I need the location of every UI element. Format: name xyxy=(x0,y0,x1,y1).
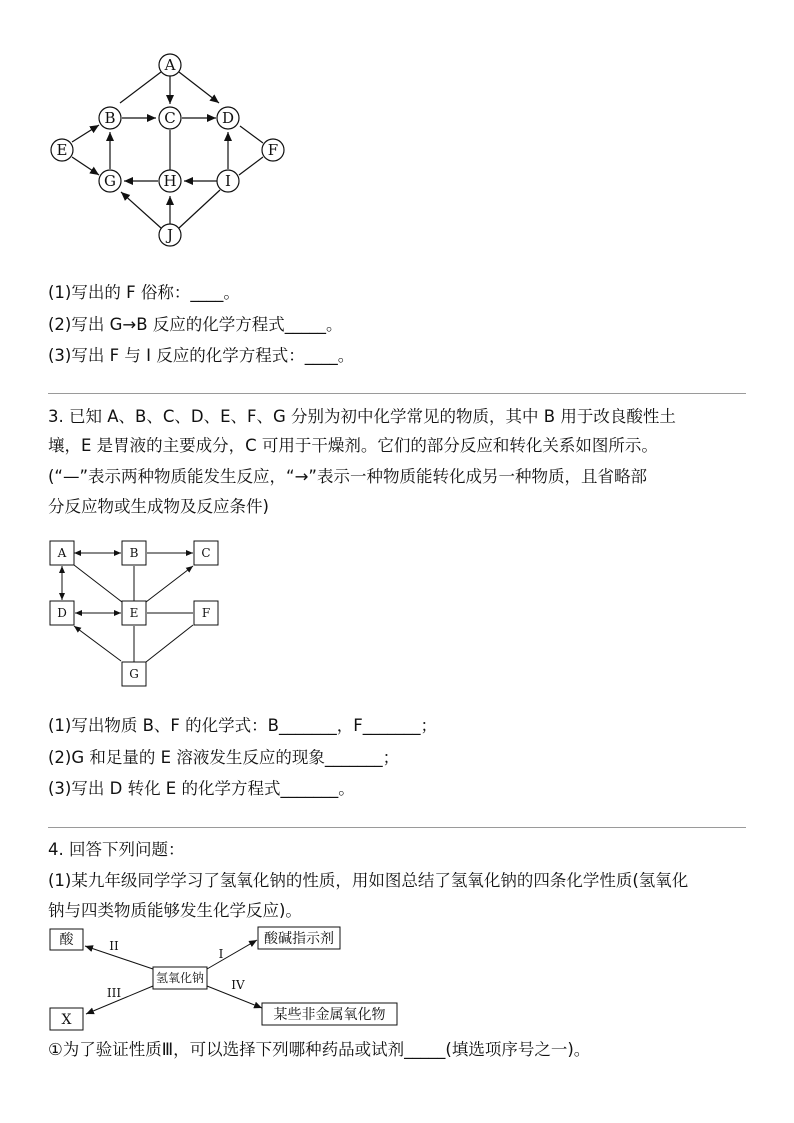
box-b-label: B xyxy=(129,546,139,560)
edge-f-g xyxy=(146,625,193,662)
arrow-e-b xyxy=(72,125,99,142)
q3-intro-1: 3. 已知 A、B、C、D、E、F、G 分别为初中化学常见的物质，其中 B 用于改良酸性土 xyxy=(48,407,676,426)
q3-intro-4: 分反应物或生成物及反应条件) xyxy=(48,497,269,516)
acid-label: 酸 xyxy=(59,932,74,948)
edge-i-f xyxy=(239,157,263,175)
roman-ii-label: II xyxy=(109,939,119,953)
node-f-label: F xyxy=(267,141,279,159)
arrow-e-g xyxy=(72,157,99,175)
q4-question-1: ①为了验证性质Ⅲ，可以选择下列哪种药品或试剂_____(填选项序号之一)。 xyxy=(48,1040,591,1059)
indicator-label: 酸碱指示剂 xyxy=(264,931,334,947)
x-label: X xyxy=(61,1012,72,1028)
q2-line-1: (1)写出的 F 俗称：____。 xyxy=(48,283,240,302)
edge-a-e xyxy=(74,565,122,602)
roman-iii-label: III xyxy=(106,986,122,1000)
roman-i-label: I xyxy=(218,947,224,961)
oxide-label: 某些非金属氧化物 xyxy=(273,1007,386,1023)
node-c-label: C xyxy=(164,109,176,127)
q3-intro-3: (“—”表示两种物质能发生反应，“→”表示一种物质能转化成另一种物质，且省略部 xyxy=(48,467,647,486)
edge-d-g xyxy=(74,626,121,661)
node-a-label: A xyxy=(164,56,176,74)
edge-a-b xyxy=(120,72,161,103)
q3-question-1: (1)写出物质 B、F 的化学式：B_______，F_______； xyxy=(48,716,437,735)
q3-intro-2: 壤，E 是胃液的主要成分，C 可用于干燥剂。它们的部分反应和转化关系如图所示。 xyxy=(48,436,658,455)
arrow-naoh-indicator xyxy=(207,940,257,969)
naoh-properties-diagram xyxy=(44,922,404,1034)
q2-line-2: (2)写出 G→B 反应的化学方程式_____。 xyxy=(48,315,343,334)
node-i-label: I xyxy=(225,172,231,190)
edge-e-c xyxy=(146,566,193,602)
q4-intro-2: 钠与四类物质能够发生化学反应)。 xyxy=(48,901,302,920)
node-g-label: G xyxy=(104,172,116,190)
section-divider xyxy=(48,393,746,394)
q4-intro-1: (1)某九年级同学学习了氢氧化钠的性质，用如图总结了氢氧化钠的四条化学性质(氢氧化 xyxy=(48,871,689,890)
q2-line-3: (3)写出 F 与 I 反应的化学方程式：____。 xyxy=(48,346,355,365)
reaction-network-diagram xyxy=(40,48,300,248)
box-d-label: D xyxy=(57,606,67,620)
q3-question-3: (3)写出 D 转化 E 的化学方程式_______。 xyxy=(48,779,355,798)
edge-j-i xyxy=(179,190,220,228)
edge-d-f xyxy=(240,126,263,143)
box-g-label: G xyxy=(129,667,139,681)
roman-iv-label: IV xyxy=(231,978,245,992)
node-j-label: J xyxy=(166,226,174,244)
node-h-label: H xyxy=(163,172,177,190)
node-d-label: D xyxy=(221,109,235,127)
node-b-label: B xyxy=(104,109,116,127)
node-e-label: E xyxy=(56,141,68,159)
substance-relation-diagram xyxy=(44,535,224,690)
box-e-label: E xyxy=(129,606,139,620)
naoh-label: 氢氧化钠 xyxy=(155,971,205,985)
arrow-naoh-acid xyxy=(85,946,153,969)
arrow-j-g xyxy=(121,192,161,228)
q3-question-2: (2)G 和足量的 E 溶液发生反应的现象_______； xyxy=(48,748,400,767)
q4-title: 4. 回答下列问题： xyxy=(48,840,185,859)
arrow-a-d xyxy=(179,72,219,103)
box-c-label: C xyxy=(201,546,211,560)
box-f-label: F xyxy=(201,606,211,620)
section-divider xyxy=(48,827,746,828)
box-a-label: A xyxy=(57,546,67,560)
